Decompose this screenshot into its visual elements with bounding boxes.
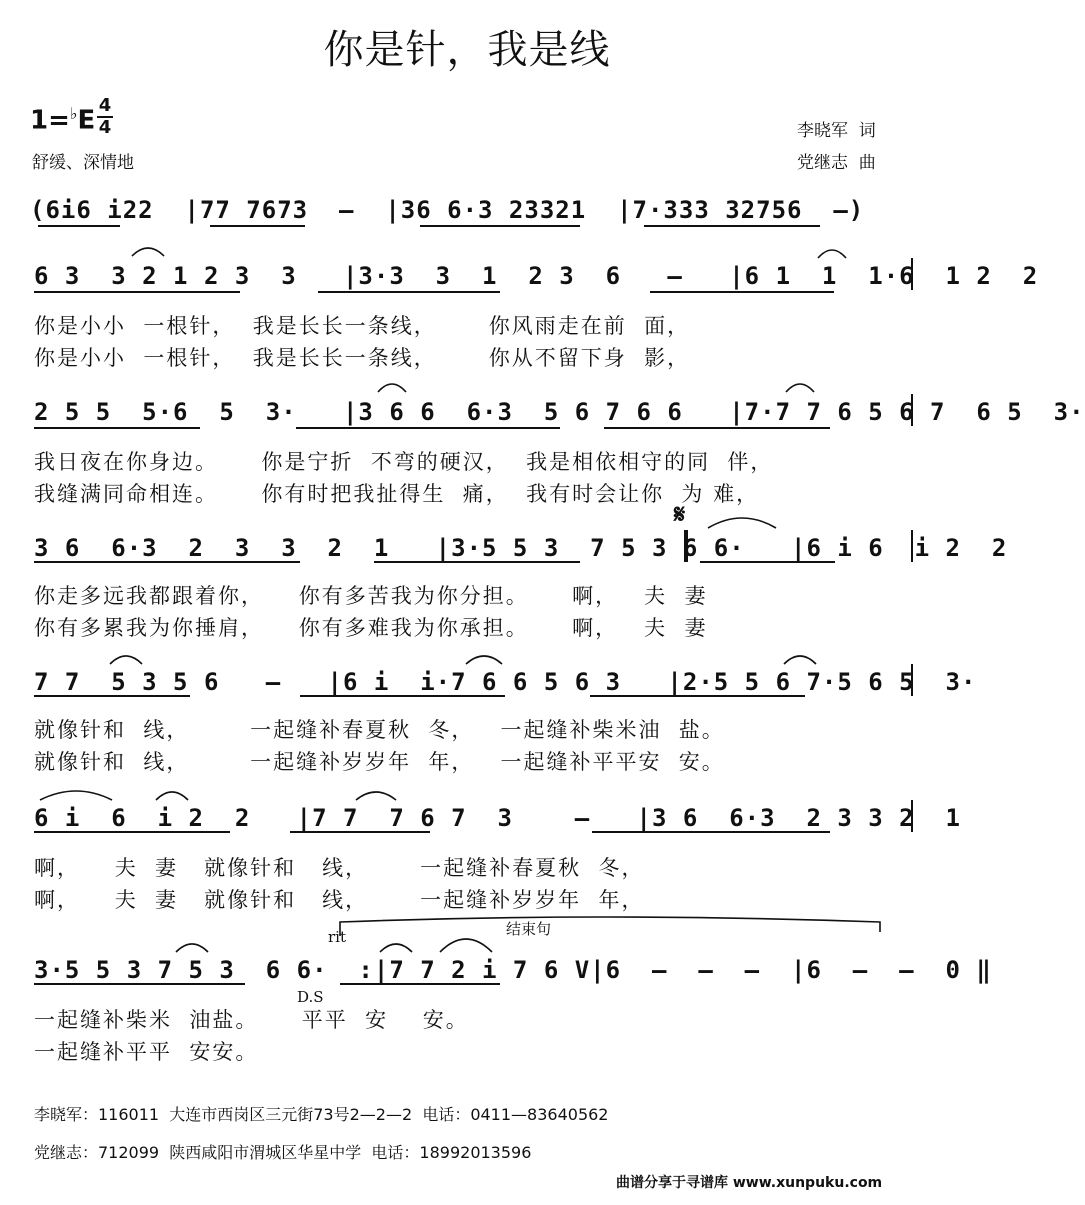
slur xyxy=(440,939,492,952)
slur xyxy=(708,518,776,528)
lyric-row-5-verse-2: 啊， 夫 妻 就像针和 线， 一起缝补岁岁年 年， xyxy=(34,888,645,912)
slur xyxy=(156,792,188,800)
slur xyxy=(378,384,406,392)
ending-bracket xyxy=(340,917,880,936)
flat-symbol: ♭ xyxy=(69,104,78,123)
song-title: 你是针，我是线 xyxy=(323,27,611,73)
key-prefix: 1= xyxy=(30,105,70,136)
rit-marking: rit xyxy=(328,928,346,946)
composer-credit: 党继志 曲 xyxy=(797,153,876,173)
lyric-row-2-verse-2: 我缝满同命相连。 你有时把我扯得生 痛， 我有时会让你 为 难， xyxy=(34,482,760,506)
contact-composer: 党继志：712099 陕西咸阳市渭城区华星中学 电话：18992013596 xyxy=(34,1143,532,1162)
lyric-row-2-verse-1: 我日夜在你身边。 你是宁折 不弯的硬汉， 我是相依相守的同 伴， xyxy=(34,450,774,474)
slur xyxy=(356,792,396,800)
key-note: E xyxy=(77,105,96,136)
segno-sign: 𝄋 xyxy=(674,500,686,530)
lyric-row-4-verse-1: 就像针和 线， 一起缝补春夏秋 冬， 一起缝补柴米油 盐。 xyxy=(34,718,725,742)
slur xyxy=(176,944,208,952)
notation-row-4: 7 7 5 3 5 6 – |6 i i·7 6 6 5 6 3 |2·5 5 6 7·5 6 5 3· xyxy=(34,668,977,696)
lyric-row-4-verse-2: 就像针和 线， 一起缝补岁岁年 年， 一起缝补平平安 安。 xyxy=(34,750,725,774)
ending-label: 结束句 xyxy=(506,920,552,938)
ds-marking: D.S xyxy=(297,988,324,1006)
lyric-row-1-verse-1: 你是小小 一根针， 我是长长一条线， 你风雨走在前 面， xyxy=(34,314,691,338)
lyric-row-6-verse-1: 一起缝补柴米 油盐。 平平 安 安。 xyxy=(34,1008,469,1032)
slur xyxy=(40,791,112,800)
notation-row-5: 6 i 6 i 2 2 |7 7 7 6 7 3 – |3 6 6·3 2 3 3 2 1 xyxy=(34,804,961,832)
time-beats: 4 xyxy=(98,95,112,116)
slur xyxy=(786,384,814,392)
lyric-row-5-verse-1: 啊， 夫 妻 就像针和 线， 一起缝补春夏秋 冬， xyxy=(34,856,645,880)
notation-row-1: 6 3 3 2 1 2 3 3 |3·3 3 1 2 3 6 – |6 1 1 1·6 1 2 2 xyxy=(34,262,1039,290)
lyricist-credit: 李晓军 词 xyxy=(797,121,876,141)
notation-row-2: 2 5 5 5·6 5 3· |3 6 6 6·3 5 6 7 6 6 |7·7 7 6 5 6 7 6 5 3· xyxy=(34,398,1085,426)
slur xyxy=(110,656,142,664)
slur xyxy=(784,656,816,664)
slur xyxy=(380,944,412,952)
slur xyxy=(466,656,502,664)
tempo-marking: 舒缓、深情地 xyxy=(32,153,134,173)
notation-row-6: 3·5 5 3 7 5 3 6 6· :|7 7 2 i 7 6 V|6 – – – |6 – – 0 ‖ xyxy=(34,956,992,984)
lyric-row-6-verse-2: 一起缝补平平 安安。 xyxy=(34,1040,259,1064)
notation-row-3: 3 6 6·3 2 3 3 2 1 |3·5 5 3 7 5 3 6 6· |6 i 6 i 2 2 xyxy=(34,534,1008,562)
slur xyxy=(818,250,846,258)
contact-lyricist: 李晓军：116011 大连市西岗区三元街73号2—2—2 电话：0411—83640562 xyxy=(34,1105,609,1124)
slur xyxy=(132,248,164,256)
notation-row-intro: (6i6 i22 |77 7673 – |36 6·3 23321 |7·333 32756 –) xyxy=(30,196,865,224)
lyric-row-3-verse-1: 你走多远我都跟着你， 你有多苦我为你分担。 啊， 夫 妻 xyxy=(34,584,708,608)
time-unit: 4 xyxy=(98,117,112,138)
lyric-row-3-verse-2: 你有多累我为你捶肩， 你有多难我为你承担。 啊， 夫 妻 xyxy=(34,616,708,640)
watermark: 曲谱分享于寻谱库 www.xunpuku.com xyxy=(616,1175,883,1191)
lyric-row-1-verse-2: 你是小小 一根针， 我是长长一条线， 你从不留下身 影， xyxy=(34,346,691,370)
